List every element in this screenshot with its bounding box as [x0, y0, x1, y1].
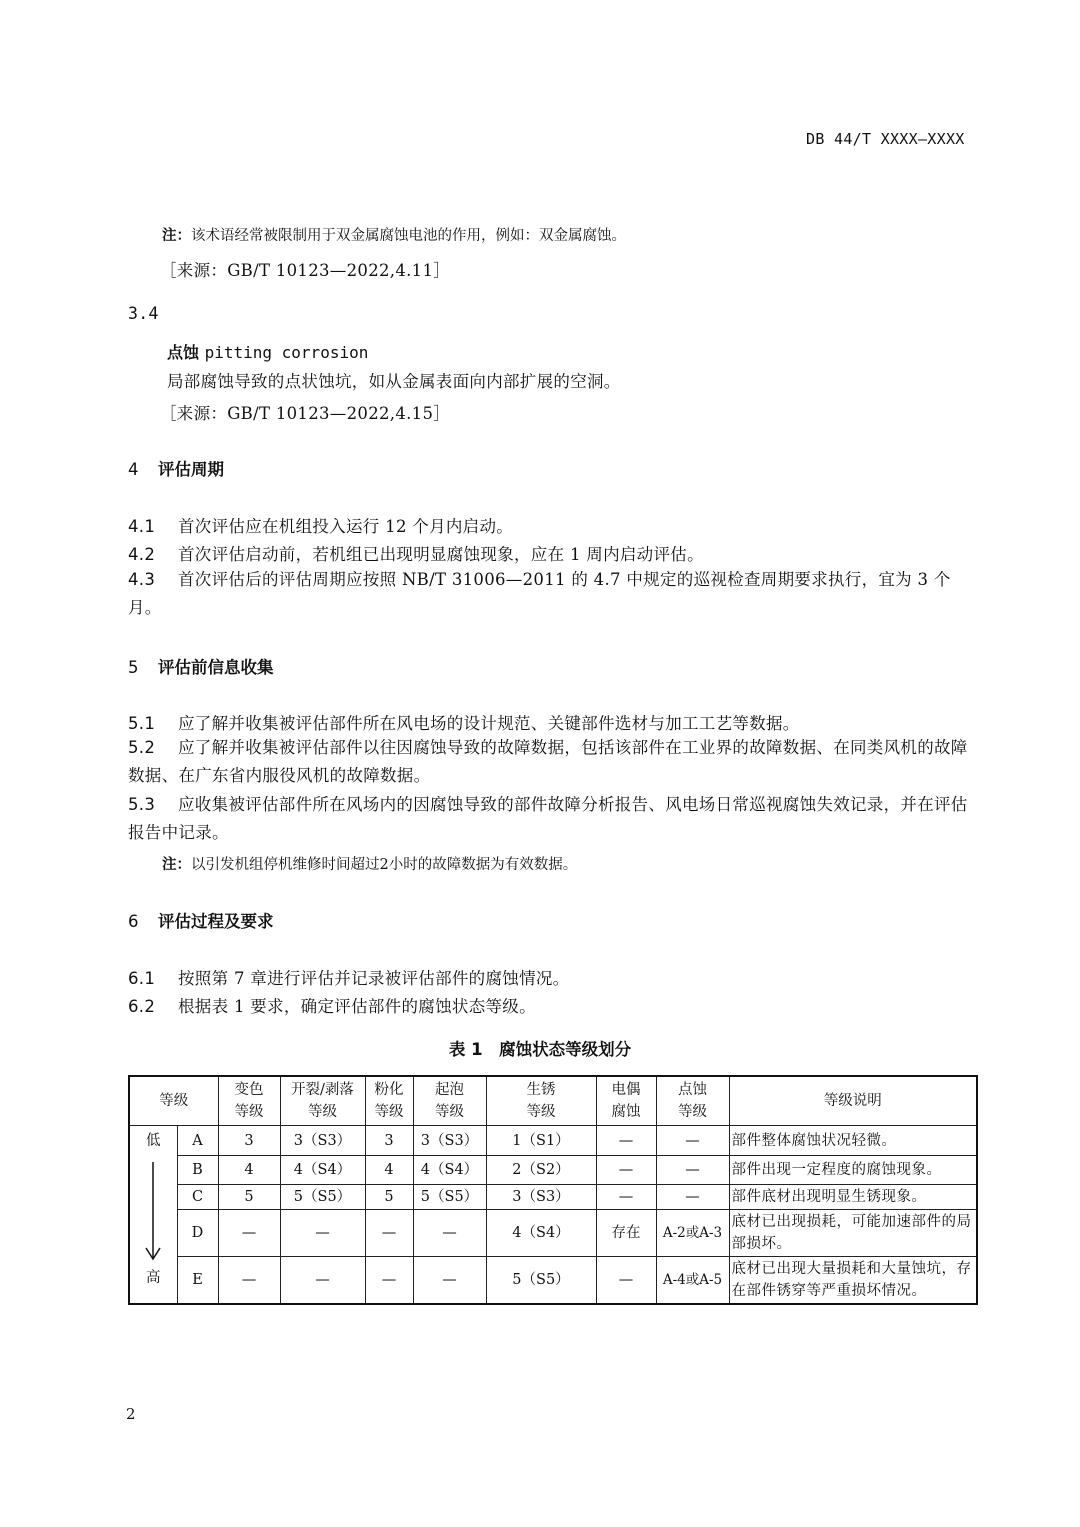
cell-level: D — [177, 1210, 218, 1257]
clause-text: 应收集被评估部件所在风场内的因腐蚀导致的部件故障分析报告、风电场日常巡视腐蚀失效记录，并在评估报告中记录。 — [128, 795, 968, 842]
label-high: 高 — [146, 1269, 161, 1286]
clause-text: 首次评估后的评估周期应按照 NB/T 31006—2011 的 4.7 中规定的巡视检查周期要求执行，宜为 3 个月。 — [128, 570, 951, 617]
cell-chalk: — — [365, 1257, 413, 1304]
cell-pitting: — — [656, 1185, 729, 1210]
section-heading-6 — [128, 908, 274, 932]
cell-pitting: — — [656, 1156, 729, 1185]
cell-level: C — [177, 1185, 218, 1210]
cell-crack: 4（S4） — [280, 1156, 365, 1185]
cell-level: B — [177, 1156, 218, 1185]
page-number: 2 — [126, 1405, 136, 1423]
note-text: 该术语经常被限制用于双金属腐蚀电池的作用，例如：双金属腐蚀。 — [191, 228, 626, 244]
section-title: 评估前信息收集 — [158, 658, 274, 677]
cell-discolor: — — [218, 1257, 280, 1304]
cell-description: 底材已出现大量损耗和大量蚀坑，存在部件锈穿等严重损坏情况。 — [729, 1257, 977, 1304]
corrosion-grade-table — [128, 1075, 978, 1305]
cell-pitting: A-4或A-5 — [656, 1257, 729, 1304]
table-caption: 表 1 腐蚀状态等级划分 — [448, 1040, 632, 1059]
cell-chalk: 4 — [365, 1156, 413, 1185]
section-title: 评估周期 — [158, 460, 224, 479]
cell-crack: — — [280, 1210, 365, 1257]
clause-number: 5.3 — [128, 795, 156, 814]
cell-rust: 5（S5） — [486, 1257, 596, 1304]
term-source: ［来源：GB/T 10123—2022,4.15］ — [160, 404, 451, 423]
document-code: DB 44/T XXXX—XXXX — [806, 130, 965, 148]
clause-4-1 — [128, 513, 513, 537]
header-galvanic: 电偶 腐蚀 — [596, 1076, 656, 1126]
header-description: 等级说明 — [729, 1076, 977, 1126]
cell-crack: — — [280, 1257, 365, 1304]
term-source: ［来源：GB/T 10123—2022,4.11］ — [160, 261, 451, 280]
clause-text: 首次评估启动前，若机组已出现明显腐蚀现象，应在 1 周内启动评估。 — [178, 545, 704, 564]
term-title — [167, 340, 368, 363]
section-note — [162, 853, 577, 874]
table-row — [129, 1156, 977, 1185]
cell-blister: — — [413, 1257, 486, 1304]
cell-discolor: 4 — [218, 1156, 280, 1185]
section-number: 4 — [128, 460, 139, 479]
table-row — [129, 1257, 977, 1304]
cell-galvanic: — — [596, 1257, 656, 1304]
note-label: 注： — [162, 857, 191, 873]
cell-blister: 5（S5） — [413, 1185, 486, 1210]
table-header-row — [129, 1076, 977, 1126]
note-text: 以引发机组停机维修时间超过2小时的故障数据为有效数据。 — [191, 857, 578, 873]
clause-4-2 — [128, 541, 704, 565]
header-rust: 生锈 等级 — [486, 1076, 596, 1126]
cell-description: 部件底材出现明显生锈现象。 — [729, 1185, 977, 1210]
cell-description: 部件出现一定程度的腐蚀现象。 — [729, 1156, 977, 1185]
cell-chalk: 5 — [365, 1185, 413, 1210]
note-label: 注： — [162, 228, 191, 244]
cell-blister: 3（S3） — [413, 1126, 486, 1156]
term-zh: 点蚀 — [167, 343, 200, 362]
header-grade: 等级 — [129, 1076, 218, 1126]
cell-blister: — — [413, 1210, 486, 1257]
cell-galvanic: — — [596, 1126, 656, 1156]
cell-galvanic: — — [596, 1185, 656, 1210]
clause-6-2 — [128, 993, 536, 1017]
header-pitting: 点蚀 等级 — [656, 1076, 729, 1126]
table-row — [129, 1126, 977, 1156]
section-heading-4 — [128, 456, 224, 480]
clause-5-1 — [128, 710, 800, 734]
term-definition: 局部腐蚀导致的点状蚀坑，如从金属表面向内部扩展的空洞。 — [167, 372, 621, 391]
cell-discolor: 3 — [218, 1126, 280, 1156]
clause-number: 4.1 — [128, 517, 156, 536]
clause-number: 4.2 — [128, 545, 156, 564]
header-blister: 起泡 等级 — [413, 1076, 486, 1126]
cell-chalk: — — [365, 1210, 413, 1257]
term-number: 3.4 — [128, 304, 159, 323]
clause-4-3 — [128, 566, 978, 622]
clause-5-3 — [128, 791, 978, 847]
cell-crack: 3（S3） — [280, 1126, 365, 1156]
table-row — [129, 1210, 977, 1257]
cell-pitting: — — [656, 1126, 729, 1156]
clause-text: 应了解并收集被评估部件以往因腐蚀导致的故障数据，包括该部件在工业界的故障数据、在同类风机的故障数据、在广东省内服役风机的故障数据。 — [128, 738, 968, 785]
cell-rust: 2（S2） — [486, 1156, 596, 1185]
clause-number: 4.3 — [128, 570, 156, 589]
clause-number: 5.2 — [128, 738, 156, 757]
term-en: pitting corrosion — [204, 343, 369, 362]
cell-discolor: 5 — [218, 1185, 280, 1210]
clause-text: 应了解并收集被评估部件所在风电场的设计规范、关键部件选材与加工工艺等数据。 — [178, 714, 800, 733]
cell-blister: 4（S4） — [413, 1156, 486, 1185]
cell-level: E — [177, 1257, 218, 1304]
clause-5-2 — [128, 734, 978, 790]
section-heading-5 — [128, 654, 274, 678]
cell-pitting: A-2或A-3 — [656, 1210, 729, 1257]
section-number: 5 — [128, 658, 139, 677]
label-low: 低 — [146, 1133, 161, 1149]
cell-description: 底材已出现损耗，可能加速部件的局部损坏。 — [729, 1210, 977, 1257]
clause-number: 5.1 — [128, 714, 156, 733]
clause-text: 按照第 7 章进行评估并记录被评估部件的腐蚀情况。 — [178, 969, 570, 988]
cell-galvanic: — — [596, 1156, 656, 1185]
cell-rust: 4（S4） — [486, 1210, 596, 1257]
header-discolor: 变色 等级 — [218, 1076, 280, 1126]
cell-rust: 3（S3） — [486, 1185, 596, 1210]
header-crack: 开裂/剥落 等级 — [280, 1076, 365, 1126]
cell-level: A — [177, 1126, 218, 1156]
table-row — [129, 1185, 977, 1210]
clause-text: 根据表 1 要求，确定评估部件的腐蚀状态等级。 — [178, 997, 536, 1016]
arrow-down-icon — [144, 1162, 162, 1262]
clause-text: 首次评估应在机组投入运行 12 个月内启动。 — [178, 517, 514, 536]
cell-chalk: 3 — [365, 1126, 413, 1156]
cell-rust: 1（S1） — [486, 1126, 596, 1156]
section-number: 6 — [128, 912, 139, 931]
clause-number: 6.1 — [128, 969, 156, 988]
header-chalk: 粉化 等级 — [365, 1076, 413, 1126]
term-note — [162, 224, 626, 245]
severity-direction — [129, 1126, 177, 1304]
cell-discolor: — — [218, 1210, 280, 1257]
cell-crack: 5（S5） — [280, 1185, 365, 1210]
section-title: 评估过程及要求 — [158, 912, 274, 931]
clause-number: 6.2 — [128, 997, 156, 1016]
cell-galvanic: 存在 — [596, 1210, 656, 1257]
cell-description: 部件整体腐蚀状况轻微。 — [729, 1126, 977, 1156]
clause-6-1 — [128, 965, 570, 989]
